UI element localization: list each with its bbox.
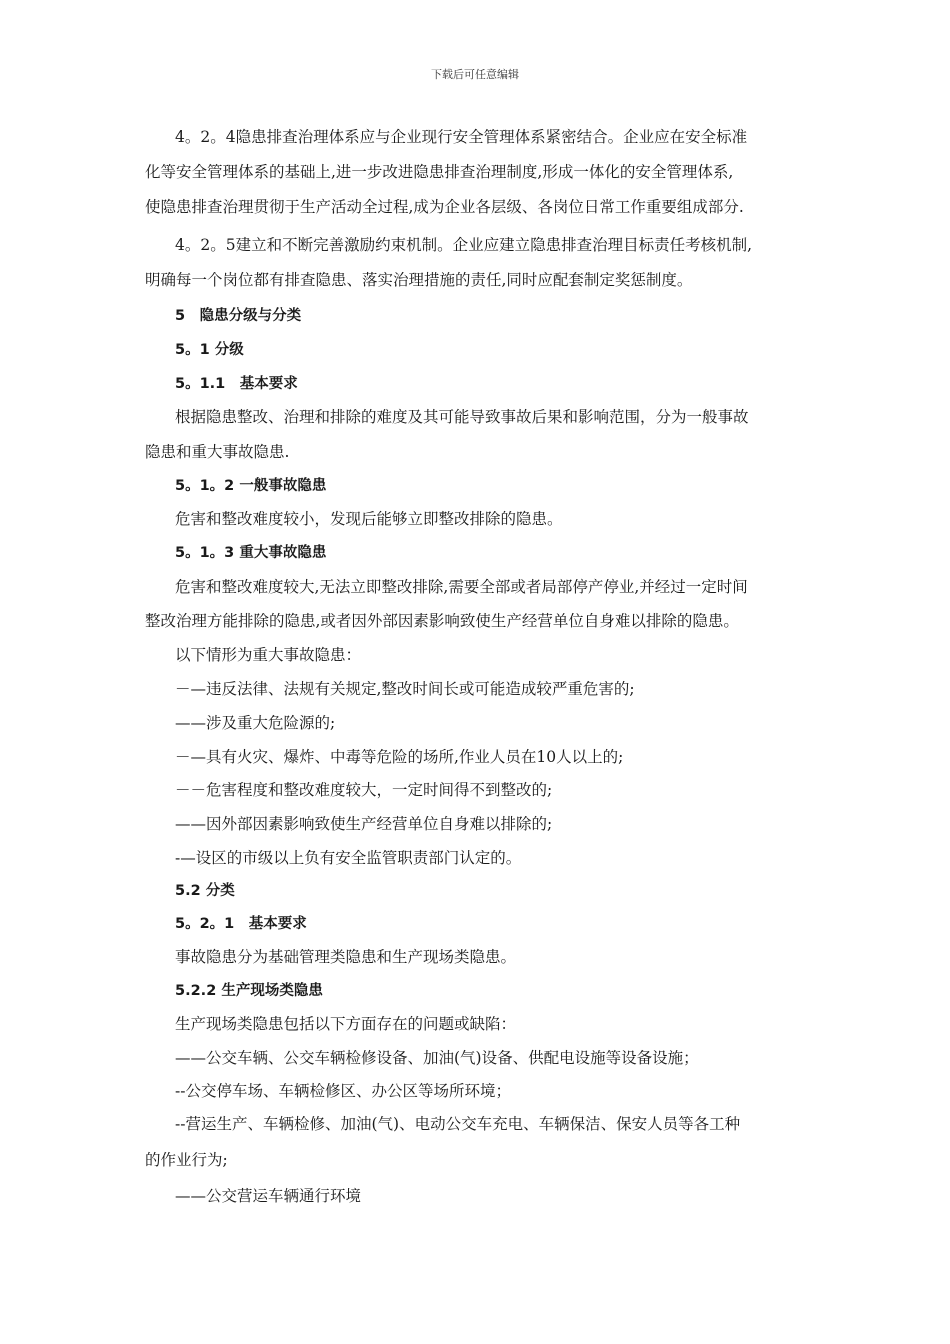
paragraph-line: 整改治理方能排除的隐患,或者因外部因素影响致使生产经营单位自身难以排除的隐患。	[145, 612, 739, 630]
section-heading: 5。1。2 一般事故隐患	[175, 478, 327, 494]
paragraph-line: 使隐患排查治理贯彻于生产活动全过程,成为企业各层级、各岗位日常工作重要组成部分.	[145, 198, 744, 216]
paragraph-line: 4。2。5建立和不断完善激励约束机制。企业应建立隐患排查治理目标责任考核机制,	[175, 236, 753, 254]
page-header: 下载后可任意编辑	[431, 68, 519, 81]
list-item: －—违反法律、法规有关规定,整改时间长或可能造成较严重危害的;	[175, 680, 635, 698]
list-item: ——因外部因素影响致使生产经营单位自身难以排除的;	[175, 815, 553, 833]
section-heading: 5。1。3 重大事故隐患	[175, 545, 327, 561]
paragraph-line: 事故隐患分为基础管理类隐患和生产现场类隐患。	[175, 948, 517, 966]
list-item: --营运生产、车辆检修、加油(气)、电动公交车充电、车辆保洁、保安人员等各工种	[175, 1115, 741, 1133]
section-heading: 5。2。1 基本要求	[175, 916, 307, 932]
paragraph-line: 的作业行为;	[145, 1151, 228, 1169]
paragraph-line: 生产现场类隐患包括以下方面存在的问题或缺陷：	[175, 1015, 517, 1033]
paragraph-line: 以下情形为重大事故隐患：	[175, 646, 362, 664]
section-heading: 5 隐患分级与分类	[175, 308, 302, 324]
paragraph-line: 化等安全管理体系的基础上,进一步改进隐患排查治理制度,形成一体化的安全管理体系,	[145, 163, 734, 181]
list-item: --公交停车场、车辆检修区、办公区等场所环境；	[175, 1082, 511, 1100]
list-item: －—具有火灾、爆炸、中毒等危险的场所,作业人员在10人以上的;	[175, 748, 624, 766]
section-heading: 5。1.1 基本要求	[175, 376, 298, 392]
list-item: ——公交车辆、公交车辆检修设备、加油(气)设备、供配电设施等设备设施；	[175, 1049, 699, 1067]
list-item: ——公交营运车辆通行环境	[175, 1187, 362, 1205]
paragraph-line: 明确每一个岗位都有排查隐患、落实治理措施的责任,同时应配套制定奖惩制度。	[145, 271, 693, 289]
paragraph-line: 根据隐患整改、治理和排除的难度及其可能导致事故后果和影响范围，分为一般事故	[175, 408, 749, 426]
paragraph-line: 危害和整改难度较大,无法立即整改排除,需要全部或者局部停产停业,并经过一定时间	[175, 578, 748, 596]
section-heading: 5。1 分级	[175, 342, 244, 358]
paragraph-line: 4。2。4隐患排查治理体系应与企业现行安全管理体系紧密结合。企业应在安全标准	[175, 128, 748, 146]
paragraph-line: 隐患和重大事故隐患.	[145, 443, 290, 461]
list-item: －－危害程度和整改难度较大，一定时间得不到整改的;	[175, 781, 553, 799]
list-item: -—设区的市级以上负有安全监管职责部门认定的。	[175, 849, 522, 867]
paragraph-line: 危害和整改难度较小，发现后能够立即整改排除的隐患。	[175, 510, 563, 528]
section-heading: 5.2 分类	[175, 883, 235, 899]
list-item: ——涉及重大危险源的;	[175, 714, 336, 732]
section-heading: 5.2.2 生产现场类隐患	[175, 983, 323, 999]
